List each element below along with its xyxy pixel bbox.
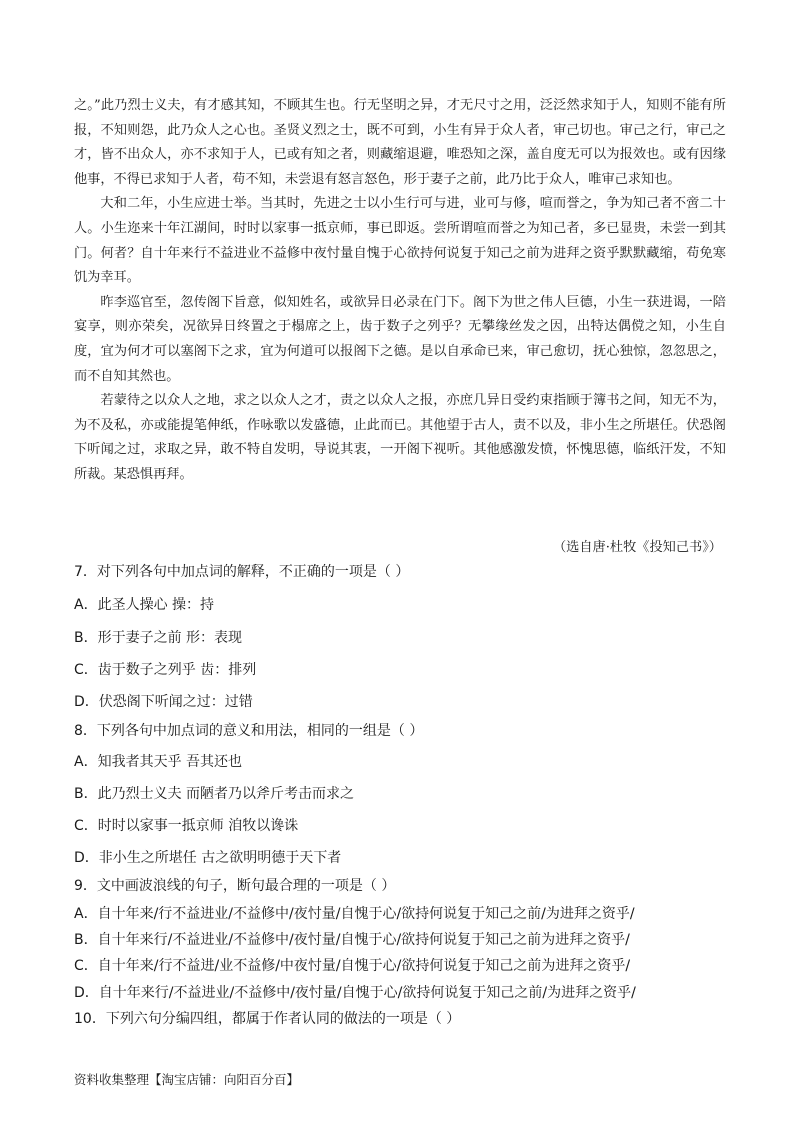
q9-option-b: B．自十年来行/不益进业/不益修中/夜忖量/自愧于心/欲持何说复于知己之前为进拜之资乎/ [74,932,630,948]
q9-option-d: D．自十年来行/不益进业/不益修中/夜忖量/自愧于心/欲持何说复于知己之前/为进拜之资乎/ [74,985,636,1001]
q8-option-b: B．此乃烈士义夫 而陋者乃以斧斤考击而求之 [74,786,355,802]
passage-paragraph-2: 大和二年，小生应进士举。当其时，先进之士以小生行可与进，业可与修，喧而誉之，争为知己者不啻二十人。小生迩来十年江湖间，时时以家事一抵京师，事已即返。尝所谓喧而誉之为知己者，多已显贵，未尝一到其门。何者？自十年来行不益进业不益修中夜忖量自愧于心欲持何说复于知己之前为进拜之资乎默默藏缩，苟免寒饥为幸耳。 [74,196,726,286]
passage-paragraph-3: 昨李巡官至，忽传阁下旨意，似知姓名，或欲异日必录在门下。阁下为世之伟人巨德，小生一获进谒，一陪宴享，则亦荣矣，况欲异日终置之于榻席之上，齿于数子之列乎？无攀缘丝发之因，出特达偶傥之知，小生自度，宜为何才可以塞阁下之求，宜为何道可以报阁下之德。是以自承命已来，审己愈切，抚心独惊，忽忽思之，而不自知其然也。 [74,294,726,384]
question-9: 9．文中画波浪线的句子，断句最合理的一项是（ ） [74,878,396,894]
q7-option-a: A．此圣人操心 操：持 [74,597,215,613]
question-7: 7．对下列各句中加点词的解释，不正确的一项是（ ） [74,564,410,580]
passage-paragraph-1: 之。”此乃烈士义夫，有才感其知，不顾其生也。行无坚明之异，才无尺寸之用，泛泛然求知于人，知则不能有所报，不知则怨，此乃众人之心也。圣贤义烈之士，既不可到，小生有异于众人者，审己切也。审己之行，审己之才，皆不出众人，亦不求知于人，已或有知之者，则藏缩退避，唯恐知之深，盖自度无可以为报效也。或有因缘他事，不得已求知于人者，苟不知，未尝退有怒言怒色，形于妻子之前，此乃比于众人，唯审己求知也。 [74,98,726,187]
footer-note: 资料收集整理【淘宝店铺：向阳百分百】 [74,1072,300,1087]
q8-option-c: C．时时以家事一抵京师 洎牧以谗诛 [74,818,299,834]
q9-option-a: A．自十年来/行不益进业/不益修中/夜忖量/自愧于心/欲持何说复于知己之前/为进拜之资乎/ [74,906,635,922]
q7-option-b: B．形于妻子之前 形：表现 [74,630,243,646]
q8-option-d: D．非小生之所堪任 古之欲明明德于天下者 [74,850,342,866]
passage-paragraph-4: 若蒙待之以众人之地，求之以众人之才，责之以众人之报，亦庶几异日受约束指顾于簿书之间，知无不为，为不及私，亦或能提笔伸纸，作咏歌以发盛德，止此而已。其他望于古人，责不以及，非小生之所堪任。伏恐阁下听闻之过，求取之异，敢不特自发明，导说其衷，一开阁下视听。其他感激发愤，怀愧思德，临纸汗发，不知所裁。某恐惧再拜。 [74,393,726,482]
passage-source: （选自唐·杜牧《投知己书》） [552,540,722,555]
q8-option-a: A．知我者其天乎 吾其还也 [74,754,243,770]
passage [74,94,726,488]
q7-option-d: D．伏恐阁下听闻之过：过错 [74,694,253,710]
q7-option-c: C．齿于数子之列乎 齿：排列 [74,662,257,678]
question-8: 8．下列各句中加点词的意义和用法，相同的一组是（ ） [74,723,424,739]
q9-option-c: C．自十年来/行不益进/业不益修/中夜忖量/自愧于心/欲持何说复于知己之前为进拜之资乎/ [74,958,631,974]
question-10: 10．下列六句分编四组，都属于作者认同的做法的一项是（ ） [74,1011,461,1027]
